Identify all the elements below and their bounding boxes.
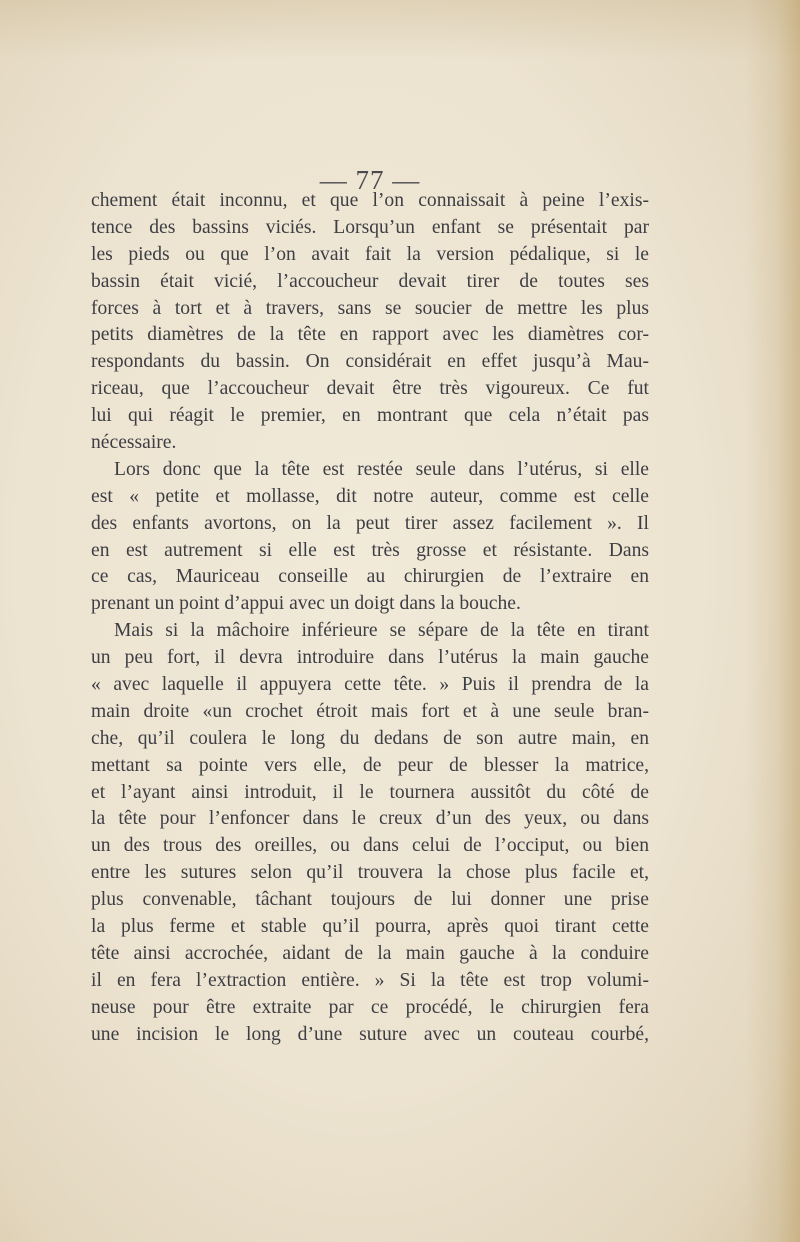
text-line: les pieds ou que l’on avait fait la version pédalique, si le xyxy=(91,243,649,265)
text-line: lui qui réagit le premier, en montrant que cela n’était pas xyxy=(91,405,649,427)
text-line: la plus ferme et stable qu’il pourra, après quoi tirant cette xyxy=(91,916,649,938)
text-line: nécessaire. xyxy=(91,432,177,454)
text-line: respondants du bassin. On considérait en effet jusqu’à Mau- xyxy=(91,351,649,373)
paper-top-shading xyxy=(0,0,800,60)
text-line: il en fera l’extraction entière. » Si la tête est trop volumi- xyxy=(91,969,649,991)
text-line: « avec laquelle il appuyera cette tête. » Puis il prendra de la xyxy=(91,674,649,696)
text-line: un des trous des oreilles, ou dans celui de l’occiput, ou bien xyxy=(91,835,649,857)
text-line: che, qu’il coulera le long du dedans de son autre main, en xyxy=(91,727,649,749)
text-line: et l’ayant ainsi introduit, il le tournera aussitôt du côté de xyxy=(91,781,649,803)
text-line: des enfants avortons, on la peut tirer assez facilement ». Il xyxy=(91,512,649,534)
text-line: un peu fort, il devra introduire dans l’utérus la main gauche xyxy=(91,647,649,669)
text-line: en est autrement si elle est très grosse et résistante. Dans xyxy=(91,539,649,561)
text-line: petits diamètres de la tête en rapport avec les diamètres cor- xyxy=(91,324,649,346)
text-line: forces à tort et à travers, sans se soucier de mettre les plus xyxy=(91,297,649,319)
text-line: prenant un point d’appui avec un doigt dans la bouche. xyxy=(91,593,521,615)
text-line: tence des bassins viciés. Lorsqu’un enfant se présentait par xyxy=(91,216,649,238)
text-line: tête ainsi accrochée, aidant de la main gauche à la conduire xyxy=(91,942,649,964)
text-line: plus convenable, tâchant toujours de lui donner une prise xyxy=(91,889,649,911)
body-text xyxy=(91,188,649,1049)
text-line: entre les sutures selon qu’il trouvera la chose plus facile et, xyxy=(91,862,649,884)
text-line: mettant sa pointe vers elle, de peur de blesser la matrice, xyxy=(91,754,649,776)
text-line: Mais si la mâchoire inférieure se sépare de la tête en tirant xyxy=(114,620,649,642)
paper-edge-shading xyxy=(745,0,800,1242)
text-line: une incision le long d’une suture avec un couteau courbé, xyxy=(91,1023,649,1045)
text-line: ce cas, Mauriceau conseille au chirurgien de l’extraire en xyxy=(91,566,649,588)
text-line: Lors donc que la tête est restée seule dans l’utérus, si elle xyxy=(114,458,649,480)
text-line: est « petite et mollasse, dit notre auteur, comme est celle xyxy=(91,485,649,507)
text-line: la tête pour l’enfoncer dans le creux d’un des yeux, ou dans xyxy=(91,808,649,830)
text-line: bassin était vicié, l’accoucheur devait tirer de toutes ses xyxy=(91,270,649,292)
page-number: — 77 — xyxy=(319,165,421,195)
text-line: riceau, que l’accoucheur devait être très vigoureux. Ce fut xyxy=(91,378,649,400)
text-line: chement était inconnu, et que l’on connaissait à peine l’exis- xyxy=(91,190,649,211)
text-line: main droite «un crochet étroit mais fort et à une seule bran- xyxy=(91,700,649,722)
text-line: neuse pour être extraite par ce procédé, le chirurgien fera xyxy=(91,996,649,1018)
